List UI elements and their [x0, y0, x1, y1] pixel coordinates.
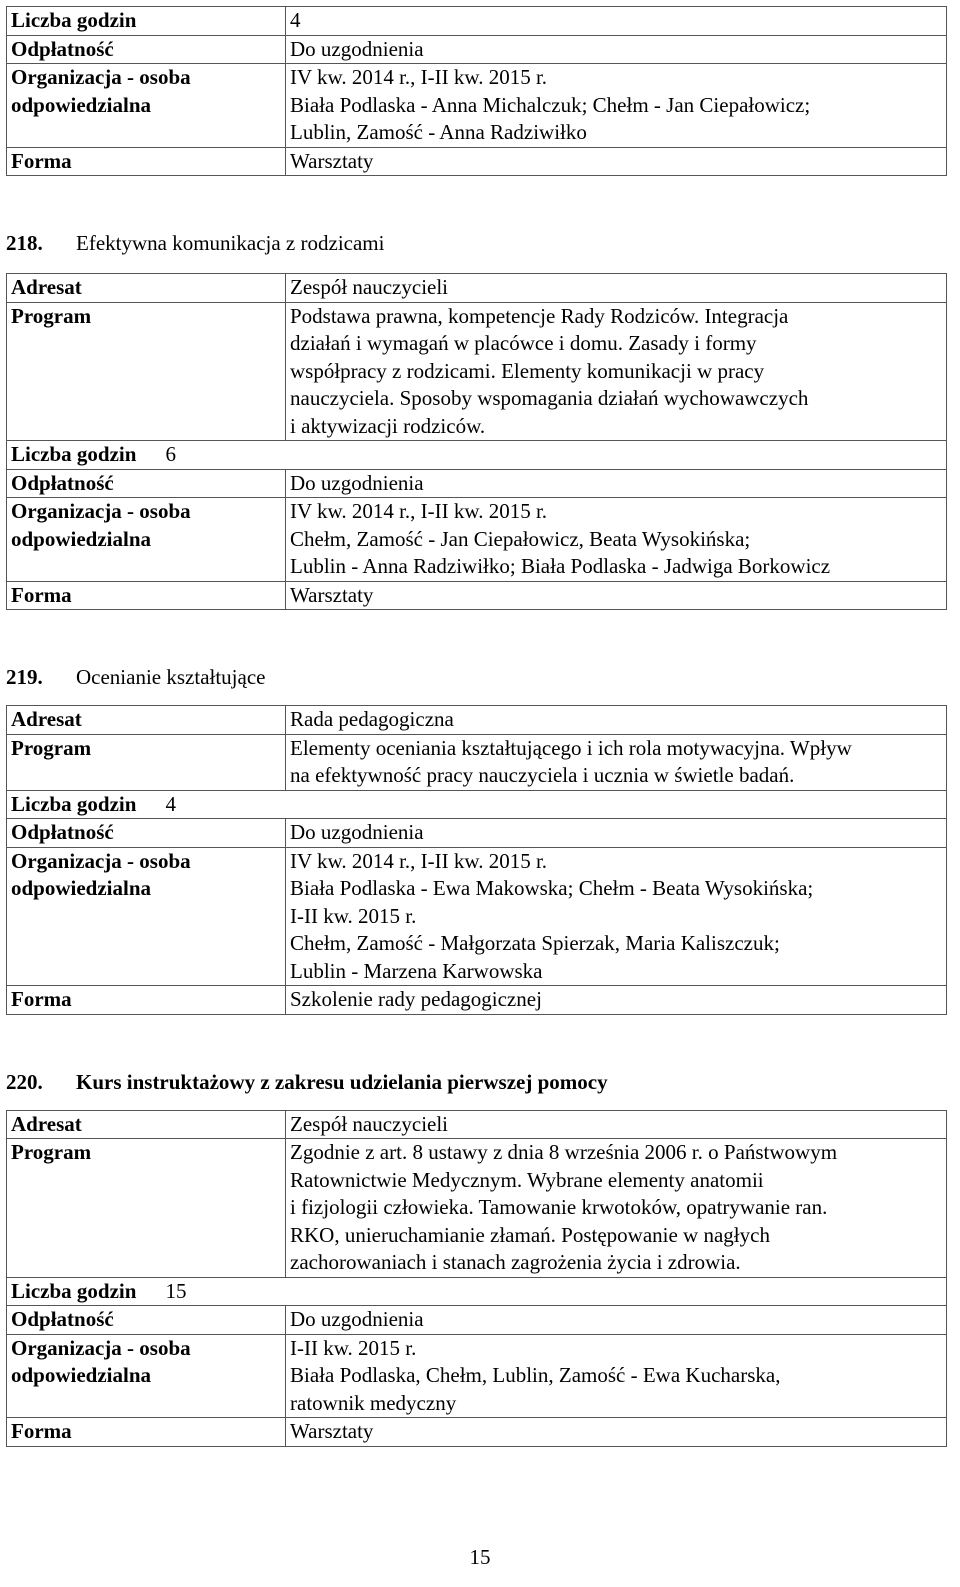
program-line: i aktywizacji rodziców. — [290, 413, 486, 438]
label-organizacja-line2: odpowiedzialna — [11, 1363, 152, 1387]
row-liczba-godzin — [7, 790, 947, 819]
value-liczba-godzin: 4 — [286, 7, 947, 36]
row-forma — [7, 147, 947, 176]
label-forma: Forma — [7, 986, 286, 1015]
label-organizacja-line1: Organizacja - osoba — [11, 848, 191, 873]
row-odplatnosc — [7, 35, 947, 64]
value-organizacja — [286, 847, 947, 986]
value-odplatnosc: Do uzgodnienia — [286, 1306, 947, 1335]
row-liczba-godzin — [7, 7, 947, 36]
organizacja-line: Biała Podlaska - Anna Michalczuk; Chełm - Jan Ciepałowicz; — [290, 92, 811, 117]
course-name: Ocenianie kształtujące — [76, 665, 266, 689]
course-number: 219. — [6, 665, 43, 689]
row-forma — [7, 986, 947, 1015]
program-line: działań i wymagań w placówce i domu. Zasady i formy — [290, 331, 757, 355]
organizacja-line: Chełm, Zamość - Jan Ciepałowicz, Beata Wysokińska; — [290, 526, 751, 551]
label-organizacja-line1: Organizacja - osoba — [11, 65, 191, 89]
label-organizacja — [7, 498, 286, 582]
row-organizacja — [7, 64, 947, 148]
label-organizacja — [7, 64, 286, 148]
course-number: 218. — [6, 231, 43, 255]
course-title-218 — [6, 229, 946, 257]
label-liczba-godzin: Liczba godzin — [7, 790, 162, 819]
course-table-218 — [6, 273, 947, 610]
value-program — [286, 1139, 947, 1278]
course-table-219 — [6, 705, 947, 1015]
row-forma — [7, 1418, 947, 1447]
organizacja-line: IV kw. 2014 r., I-II kw. 2015 r. — [290, 499, 548, 523]
course-table-continued — [6, 6, 947, 176]
row-forma — [7, 581, 947, 610]
row-adresat — [7, 1110, 947, 1139]
document-page — [6, 6, 946, 1447]
label-organizacja-line1: Organizacja - osoba — [11, 499, 191, 523]
program-line: RKO, unieruchamianie złamań. Postępowanie w nagłych — [290, 1222, 770, 1247]
row-adresat — [7, 706, 947, 735]
value-odplatnosc: Do uzgodnienia — [286, 469, 947, 498]
row-liczba-godzin — [7, 441, 947, 470]
value-forma: Warsztaty — [286, 1418, 947, 1447]
value-organizacja — [286, 64, 947, 148]
value-forma: Warsztaty — [286, 147, 947, 176]
course-name: Kurs instruktażowy z zakresu udzielania pierwszej pomocy — [76, 1069, 608, 1094]
organizacja-line: ratownik medyczny — [290, 1390, 457, 1415]
row-adresat — [7, 274, 947, 303]
program-line: na efektywność pracy nauczyciela i ucznia w świetle badań. — [290, 763, 795, 787]
value-organizacja — [286, 498, 947, 582]
program-line: Elementy oceniania kształtującego i ich rola motywacyjna. Wpływ — [290, 735, 852, 760]
organizacja-line: Biała Podlaska - Ewa Makowska; Chełm - Beata Wysokińska; — [290, 876, 814, 900]
organizacja-line: I-II kw. 2015 r. — [290, 903, 417, 928]
label-organizacja — [7, 1334, 286, 1418]
organizacja-line: IV kw. 2014 r., I-II kw. 2015 r. — [290, 848, 548, 873]
label-organizacja-line2: odpowiedzialna — [11, 876, 152, 900]
program-line: nauczyciela. Sposoby wspomagania działań wychowawczych — [290, 386, 809, 410]
value-forma: Warsztaty — [286, 581, 947, 610]
page-number: 15 — [469, 1545, 491, 1569]
row-odplatnosc — [7, 469, 947, 498]
organizacja-line: Lublin - Marzena Karwowska — [290, 958, 543, 983]
label-text: Liczba godzin — [11, 8, 137, 32]
row-program — [7, 1139, 947, 1278]
value-liczba-godzin: 4 — [162, 790, 947, 819]
value-program — [286, 302, 947, 441]
program-line: Podstawa prawna, kompetencje Rady Rodziców. Integracja — [290, 303, 789, 328]
organizacja-line: I-II kw. 2015 r. — [290, 1335, 417, 1360]
value-odplatnosc: Do uzgodnienia — [286, 819, 947, 848]
value-forma: Szkolenie rady pedagogicznej — [286, 986, 947, 1015]
value-liczba-godzin: 6 — [162, 441, 947, 470]
label-adresat: Adresat — [7, 706, 286, 735]
course-number: 220. — [6, 1069, 43, 1094]
label-odplatnosc: Odpłatność — [7, 1306, 286, 1335]
row-liczba-godzin — [7, 1277, 947, 1306]
organizacja-line: Lublin, Zamość - Anna Radziwiłko — [290, 120, 587, 144]
organizacja-line: Biała Podlaska, Chełm, Lublin, Zamość - Ewa Kucharska, — [290, 1363, 781, 1387]
value-odplatnosc: Do uzgodnienia — [286, 35, 947, 64]
label-liczba-godzin — [7, 7, 286, 36]
label-organizacja-line2: odpowiedzialna — [11, 526, 152, 551]
row-odplatnosc — [7, 819, 947, 848]
course-name: Efektywna komunikacja z rodzicami — [76, 231, 385, 255]
organizacja-line: IV kw. 2014 r., I-II kw. 2015 r. — [290, 65, 548, 89]
label-forma: Forma — [7, 581, 286, 610]
course-table-220 — [6, 1110, 947, 1447]
label-forma: Forma — [7, 147, 286, 176]
label-adresat: Adresat — [7, 274, 286, 303]
label-organizacja-line2: odpowiedzialna — [11, 92, 152, 117]
row-program — [7, 734, 947, 790]
label-liczba-godzin: Liczba godzin — [7, 1277, 162, 1306]
label-odplatnosc: Odpłatność — [7, 819, 286, 848]
value-program — [286, 734, 947, 790]
value-adresat: Rada pedagogiczna — [286, 706, 947, 735]
label-liczba-godzin: Liczba godzin — [7, 441, 162, 470]
label-organizacja-line1: Organizacja - osoba — [11, 1335, 191, 1360]
organizacja-line: Lublin - Anna Radziwiłko; Biała Podlaska - Jadwiga Borkowicz — [290, 554, 831, 578]
value-adresat: Zespół nauczycieli — [286, 1110, 947, 1139]
row-organizacja — [7, 847, 947, 986]
label-odplatnosc: Odpłatność — [7, 469, 286, 498]
program-line: współpracy z rodzicami. Elementy komunikacji w pracy — [290, 358, 765, 383]
value-organizacja — [286, 1334, 947, 1418]
organizacja-line: Chełm, Zamość - Małgorzata Spierzak, Maria Kaliszczuk; — [290, 931, 780, 955]
label-adresat: Adresat — [7, 1110, 286, 1139]
label-program: Program — [7, 1139, 286, 1278]
label-organizacja — [7, 847, 286, 986]
label-program: Program — [7, 734, 286, 790]
row-odplatnosc — [7, 1306, 947, 1335]
row-program — [7, 302, 947, 441]
label-odplatnosc: Odpłatność — [7, 35, 286, 64]
program-line: Ratownictwie Medycznym. Wybrane elementy anatomii — [290, 1167, 764, 1192]
course-title-219 — [6, 663, 946, 691]
value-liczba-godzin: 15 — [162, 1277, 947, 1306]
program-line: zachorowaniach i stanach zagrożenia życia i zdrowia. — [290, 1250, 741, 1274]
label-program: Program — [7, 302, 286, 441]
label-forma: Forma — [7, 1418, 286, 1447]
course-title-220 — [6, 1068, 946, 1096]
program-line: i fizjologii człowieka. Tamowanie krwotoków, opatrywanie ran. — [290, 1195, 828, 1219]
value-adresat: Zespół nauczycieli — [286, 274, 947, 303]
program-line: Zgodnie z art. 8 ustawy z dnia 8 września 2006 r. o Państwowym — [290, 1140, 838, 1164]
row-organizacja — [7, 498, 947, 582]
row-organizacja — [7, 1334, 947, 1418]
